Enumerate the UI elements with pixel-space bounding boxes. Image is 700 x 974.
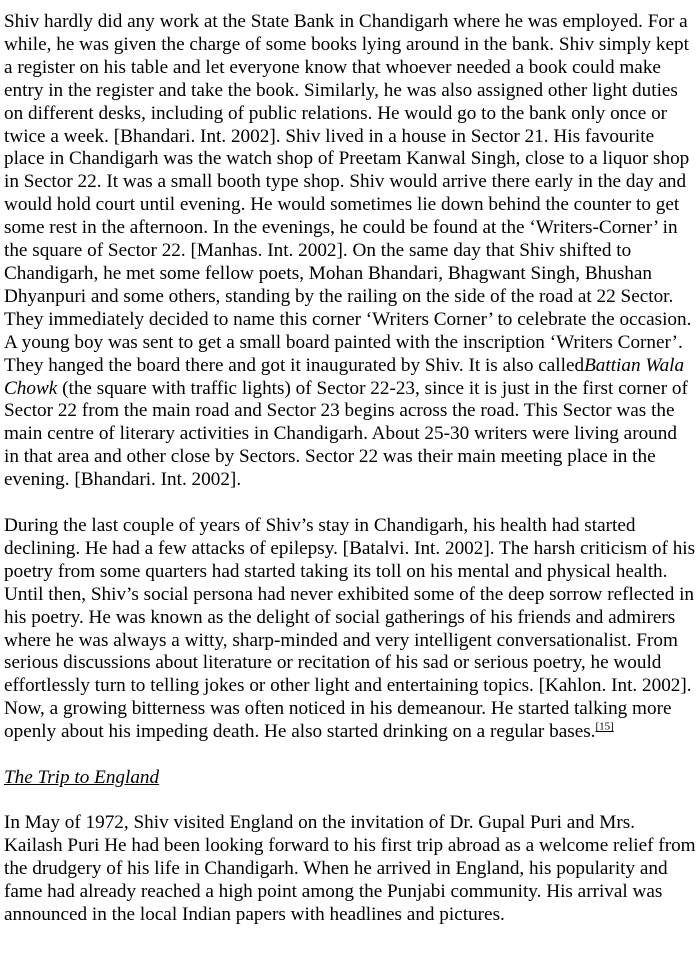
footnote-link[interactable]: [15] (595, 720, 614, 733)
italic-place-name: Battian Wala Chowk (4, 354, 685, 399)
paragraph-text: Shiv hardly did any work at the State Bank in Chandigarh where he was employed. For a while, he was given the charge of some books lying around in the bank. Shiv simply kept a register on his table and let everyone know that whoever needed a book could make entry in the register and take the book. Similarly, he was also assigned other light duties on different desks, including of public relations. He would go to the bank only once or twice a week. [Bhandari. Int. 2002]. Shiv lived in a house in Sector 21. His favourite place in Chandigarh was the watch shop of Preetam Kanwal Singh, close to a liquor shop in Sector 22. It was a small booth type shop. Shiv would arrive there early in the day and would hold court until evening. He would sometimes lie down behind the counter to get some rest in the afternoon. In the evenings, he could be found at the ‘Writers-Corner’ in the square of Sector 22. [Manhas. Int. 2002]. On the same day that Shiv shifted to Chandigarh, he met some fellow poets, Mohan Bhandari, Bhagwant Singh, Bhushan Dhyanpuri and some others, standing by the railing on the side of the road at 22 Sector. They immediately decided to name this corner ‘Writers Corner’ to celebrate the occasion. A young boy was sent to get a small board painted with the inscription ‘Writers Corner’. They hanged the board there and got it inaugurated by Shiv. It is also called (4, 11, 692, 376)
paragraph-trip-to-england (4, 812, 696, 927)
paragraph-text: In May of 1972, Shiv visited England on the invitation of Dr. Gupal Puri and Mrs. Kailash Puri He had been looking forward to his first trip abroad as a welcome relief from the drudgery of his life in Chandigarh. When he arrived in England, his popularity and fame had already reached a high point among the Punjabi community. His arrival was announced in the local Indian papers with headlines and pictures. (4, 812, 696, 925)
section-heading: The Trip to England (4, 767, 160, 789)
paragraph-bank-and-writers-corner (4, 11, 696, 492)
paragraph-text-continued: (the square with traffic lights) of Sector 22-23, since it is just in the first corner of Sector 22 from the main road and Sector 23 begins across the road. This Sector was the main centre of literary activities in Chandigarh. About 25-30 writers were living around in that area and other close by Sectors. Sector 22 was their main meeting place in the evening. [Bhandari. Int. 2002]. (4, 377, 688, 491)
paragraph-health-decline (4, 515, 696, 744)
paragraph-text: During the last couple of years of Shiv’s stay in Chandigarh, his health had started declining. He had a few attacks of epilepsy. [Batalvi. Int. 2002]. The harsh criticism of his poetry from some quarters had started taking its toll on his mental and physical health. Until then, Shiv’s social persona had never exhibited some of the deep sorrow reflected in his poetry. He was known as the delight of social gatherings of his friends and admirers where he was always a witty, sharp-minded and very intelligent conversationalist. From serious discussions about literature or recitation of his sad or serious poetry, he would effortlessly turn to telling jokes or other light and entertaining topics. [Kahlon. Int. 2002]. Now, a growing bitterness was often noticed in his demeanour. He started talking more openly about his impeding death. He also started drinking on a regular bases. (4, 515, 696, 743)
